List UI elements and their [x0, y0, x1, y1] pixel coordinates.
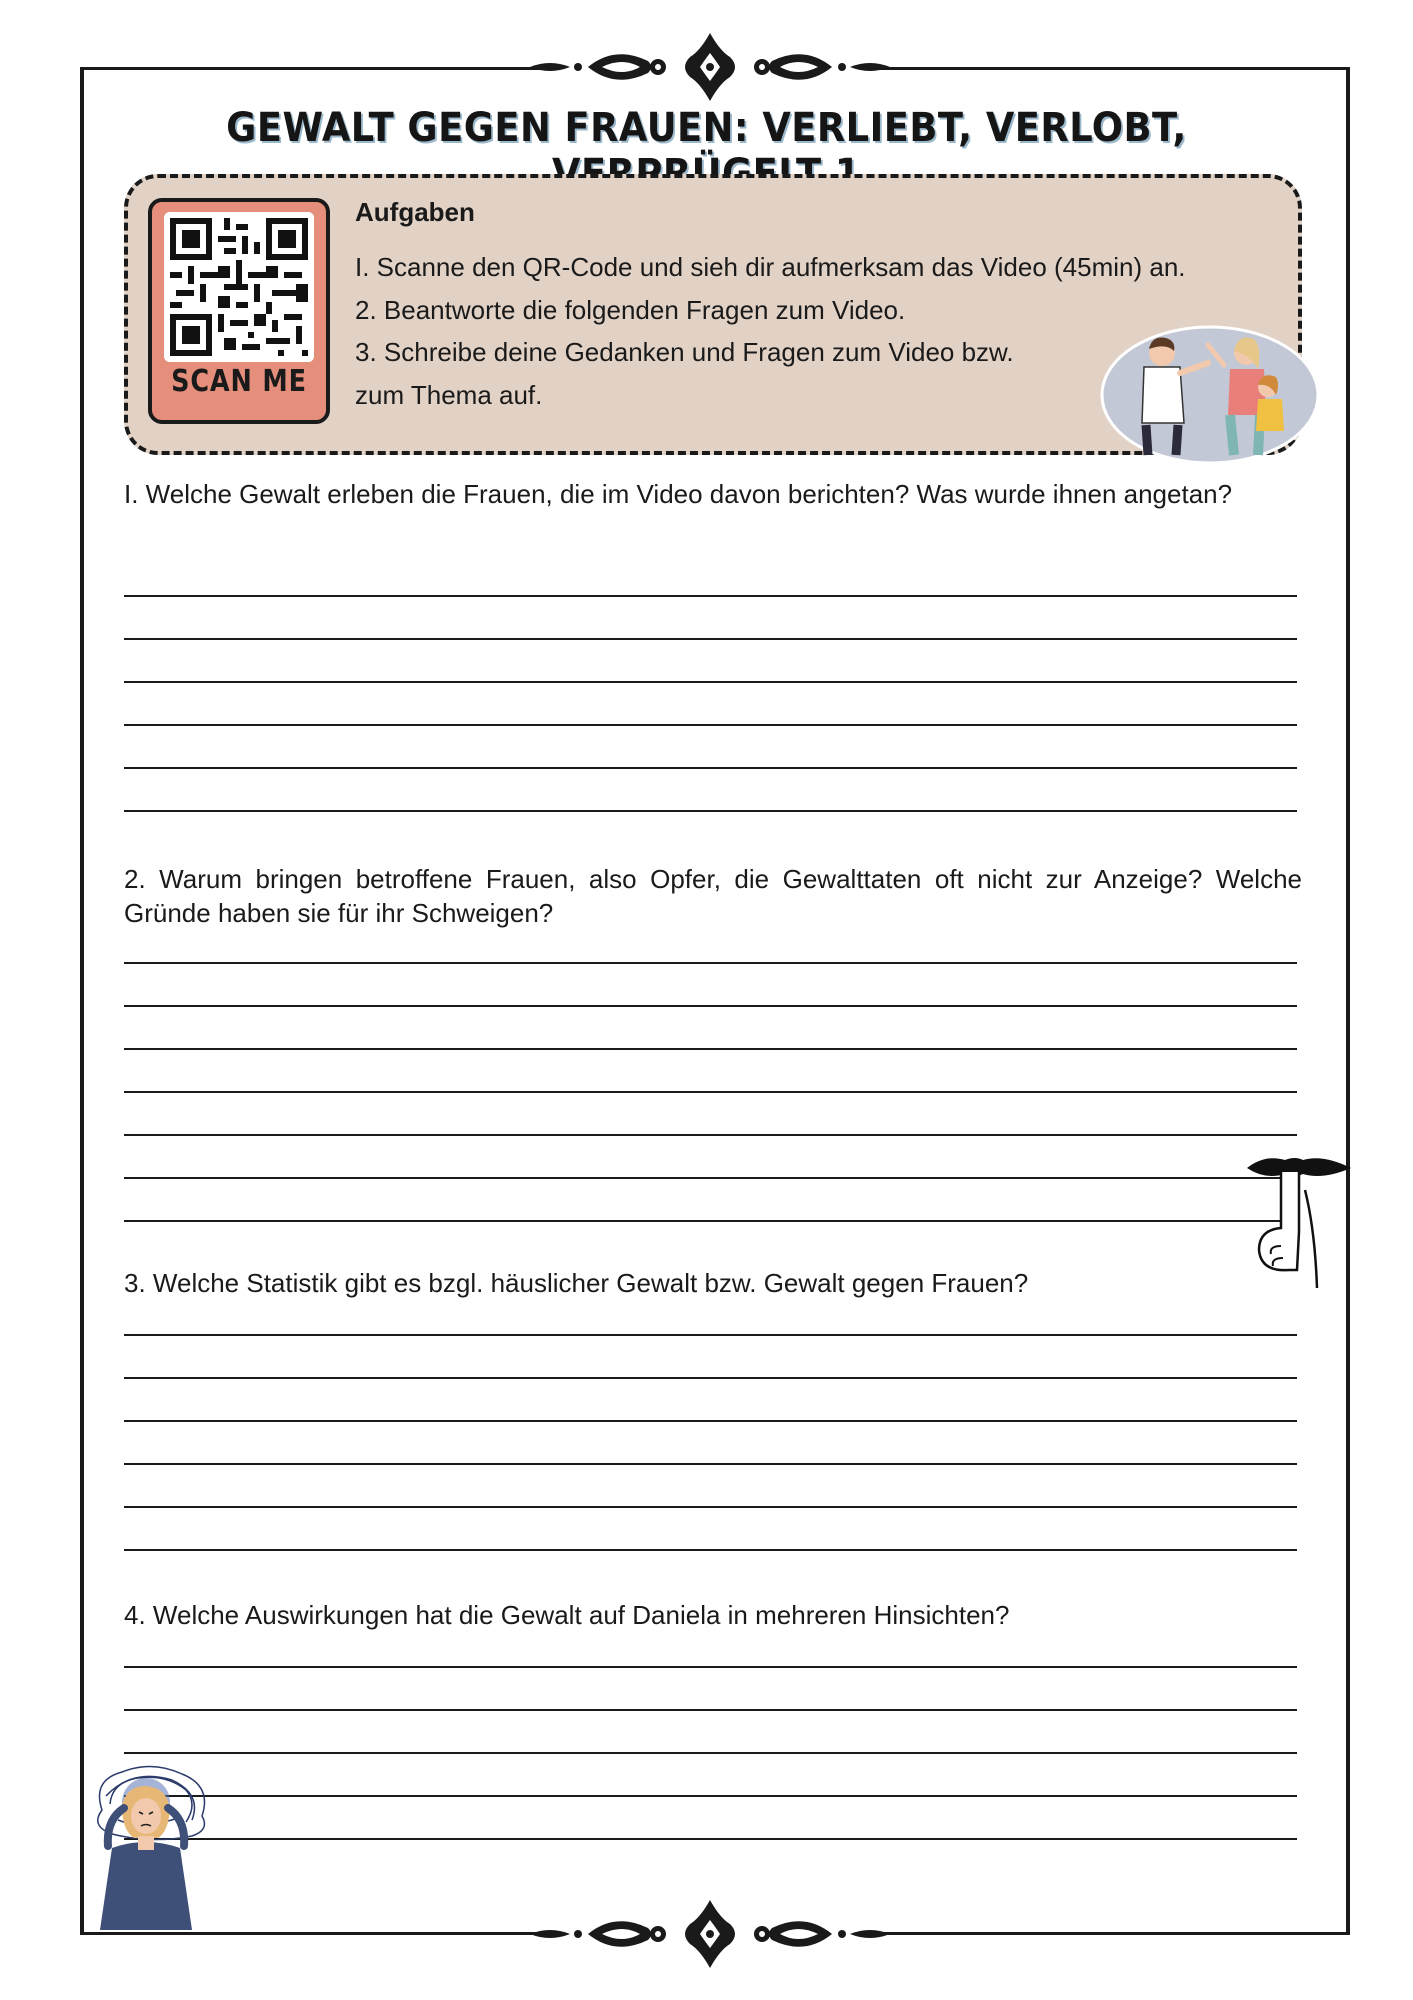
task-line-4: zum Thema auf. [355, 380, 543, 410]
task-line-2: 2. Beantworte die folgenden Fragen zum Video. [355, 295, 906, 325]
question-3: 3. Welche Statistik gibt es bzgl. häuslicher Gewalt bzw. Gewalt gegen Frauen? [124, 1268, 1029, 1298]
answer-line[interactable] [124, 1177, 1297, 1179]
answer-line[interactable] [124, 810, 1297, 812]
answer-line[interactable] [124, 962, 1297, 964]
answer-line[interactable] [124, 1091, 1297, 1093]
answer-line[interactable] [124, 1005, 1297, 1007]
qr-code-icon[interactable] [164, 212, 314, 362]
qr-card[interactable] [148, 198, 330, 424]
page-title: GEWALT GEGEN FRAUEN: VERLIEBT, VERLOBT, [226, 105, 1187, 151]
task-line-3: 3. Schreibe deine Gedanken und Fragen zum Video bzw. [355, 337, 1014, 367]
answer-line[interactable] [124, 1377, 1297, 1379]
decorative-ornament-icon [530, 27, 890, 107]
tasks-heading: Aufgaben [355, 197, 475, 227]
answer-line[interactable] [124, 1420, 1297, 1422]
question-4: 4. Welche Auswirkungen hat die Gewalt auf Daniela in mehreren Hinsichten? [124, 1600, 1010, 1630]
answer-line[interactable] [124, 1506, 1297, 1508]
answer-line[interactable] [124, 1709, 1297, 1711]
answer-line[interactable] [124, 681, 1297, 683]
answer-line[interactable] [124, 1549, 1297, 1551]
answer-line[interactable] [124, 1463, 1297, 1465]
answer-line[interactable] [124, 1048, 1297, 1050]
question-2: 2. Warum bringen betroffene Frauen, also Opfer, die Gewalttaten oft nicht zur Anzeige? Welche Gründe haben sie für ihr Schweigen? [124, 864, 1302, 928]
answer-line[interactable] [124, 1334, 1297, 1336]
scan-me-label: SCAN ME [171, 364, 307, 399]
answer-line[interactable] [124, 1752, 1297, 1754]
answer-line[interactable] [124, 1795, 1297, 1797]
answer-line[interactable] [124, 595, 1297, 597]
answer-line[interactable] [124, 1838, 1297, 1840]
answer-line[interactable] [124, 1134, 1297, 1136]
stressed-woman-illustration [82, 1760, 222, 1930]
answer-line[interactable] [124, 724, 1297, 726]
answer-line[interactable] [124, 767, 1297, 769]
decorative-ornament-icon [530, 1894, 890, 1974]
answer-line[interactable] [124, 1666, 1297, 1668]
task-line-1: I. Scanne den QR-Code und sieh dir aufmerksam das Video (45min) an. [355, 252, 1186, 282]
family-conflict-illustration [1100, 305, 1320, 465]
answer-line[interactable] [124, 638, 1297, 640]
question-1: I. Welche Gewalt erleben die Frauen, die im Video davon berichten? Was wurde ihnen angetan? [124, 479, 1233, 509]
answer-line[interactable] [124, 1220, 1297, 1222]
